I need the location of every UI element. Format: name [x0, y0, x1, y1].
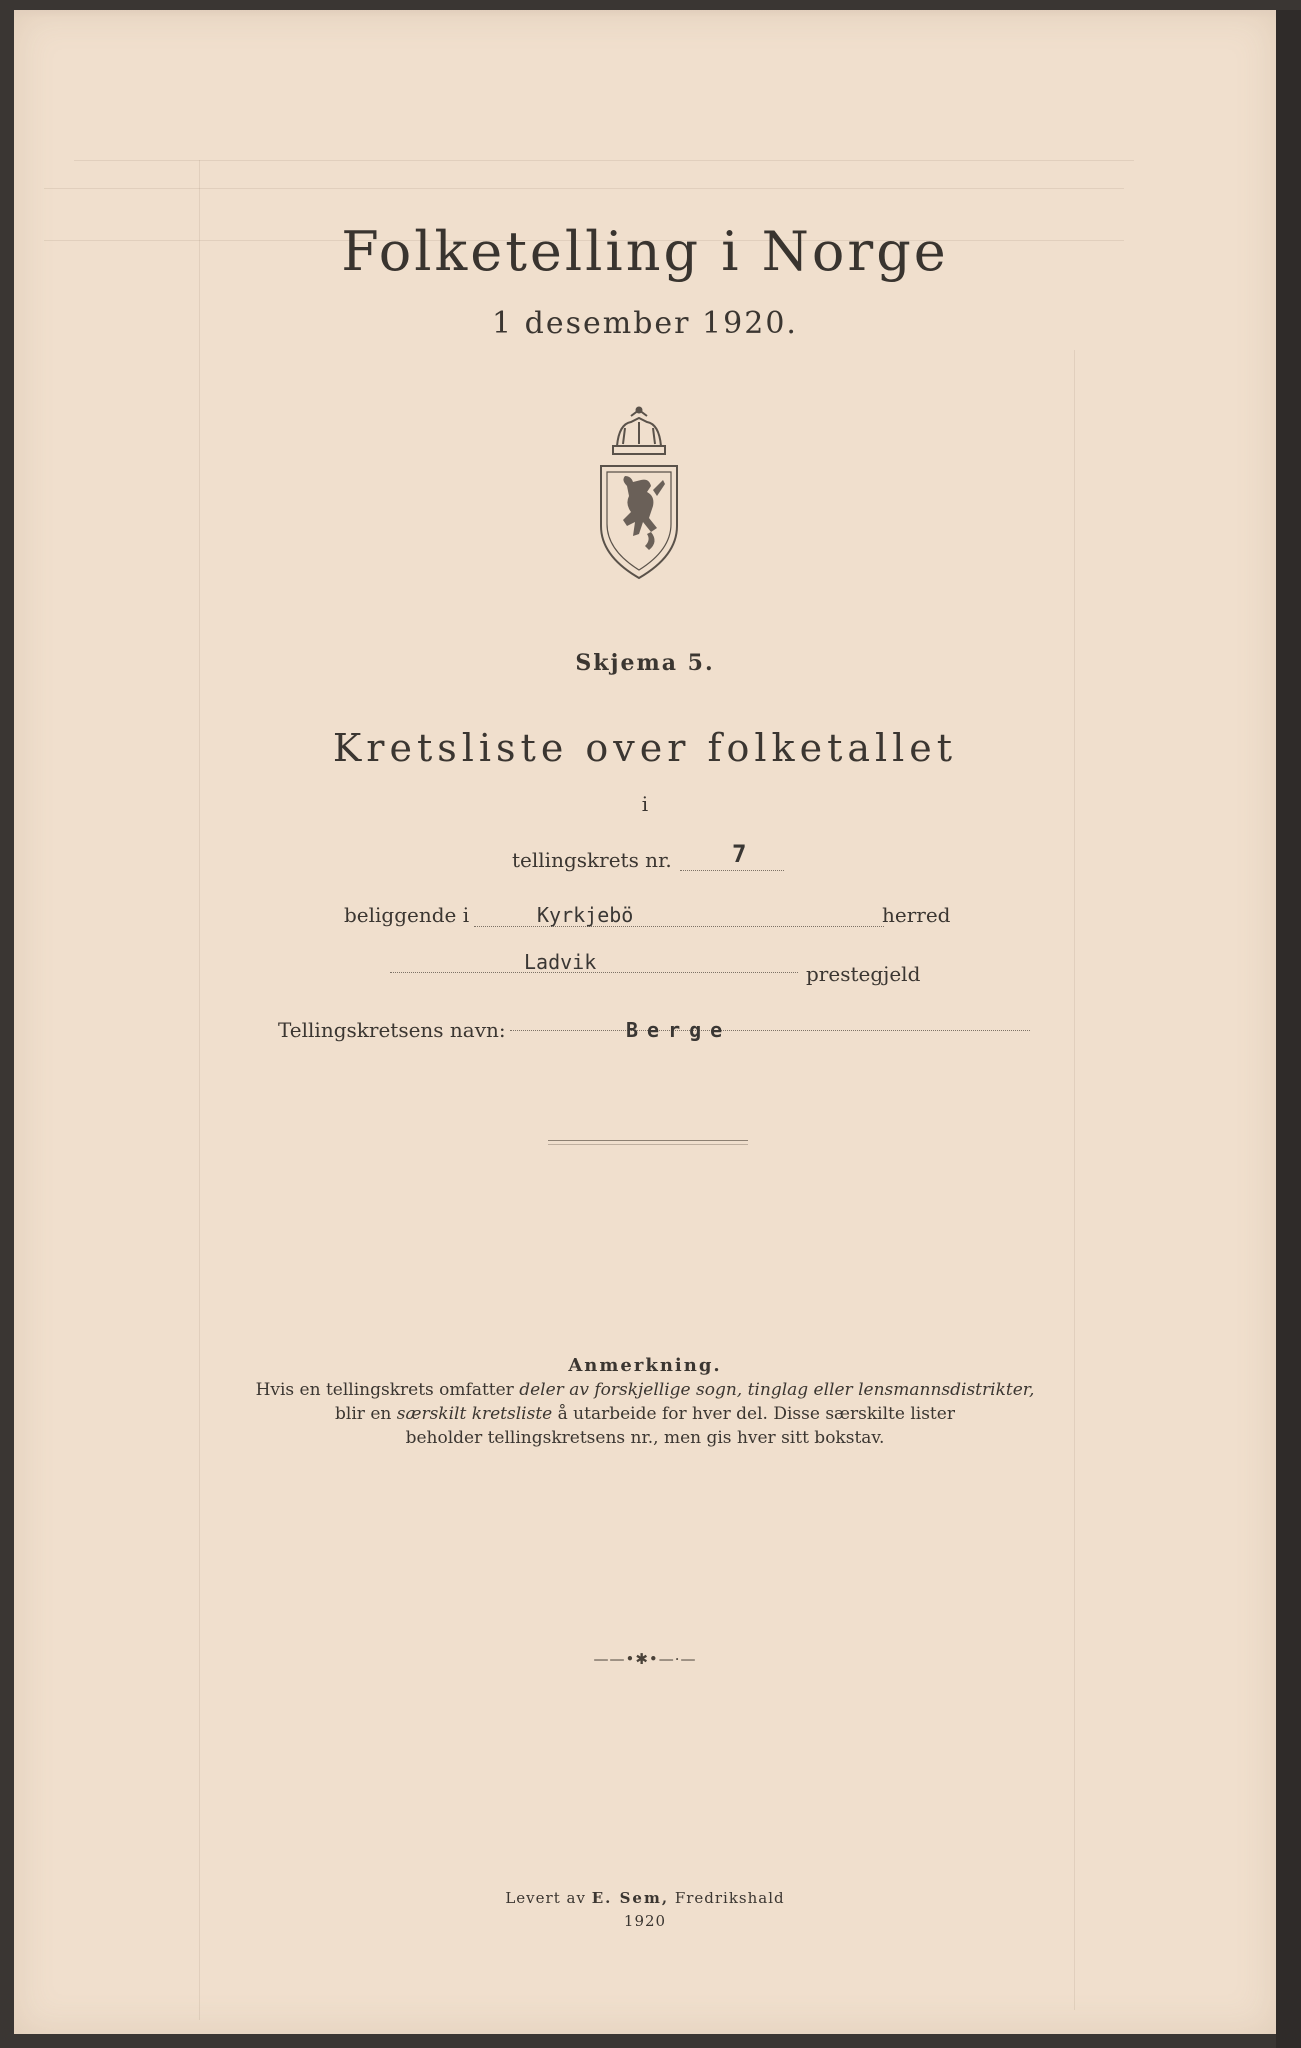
beliggende-label: beliggende i [344, 903, 470, 927]
printer-credit [14, 1889, 1276, 1907]
note-heading: Anmerkning. [568, 1355, 722, 1376]
print-year: 1920 [623, 1912, 667, 1930]
note-line-1 [14, 1378, 1276, 1402]
prestegjeld-label: prestegjeld [806, 962, 921, 986]
printer-prefix: Levert av [505, 1889, 592, 1907]
form-heading: Kretsliste over folketallet [332, 726, 958, 770]
printer-place: Fredrikshald [669, 1889, 785, 1907]
heading-conjunction: i [641, 792, 649, 816]
census-date: 1 desember 1920. [492, 306, 798, 341]
coat-of-arms-icon [591, 406, 687, 582]
census-form-page [14, 10, 1276, 2034]
herred-label: herred [882, 903, 951, 927]
herred-value: Kyrkjebö [537, 903, 634, 927]
separator-line [548, 1144, 748, 1145]
bleed-through-line [199, 160, 200, 2020]
krets-number-label: tellingskrets nr. [512, 848, 672, 872]
krets-name-label: Tellingskretsens navn: [278, 1018, 506, 1042]
krets-name-line [510, 1030, 1030, 1031]
note-line-2-rest: å utarbeide for hver del. Disse særskilte lister [552, 1404, 955, 1424]
bleed-through-line [1074, 350, 1075, 2010]
document-title: Folketelling i Norge [341, 220, 949, 283]
krets-number-line [680, 870, 784, 871]
note-line-2-italic: særskilt kretsliste [396, 1404, 553, 1424]
schema-number: Skjema 5. [575, 650, 715, 676]
krets-number-value: 7 [732, 840, 747, 868]
note-line-2 [14, 1402, 1276, 1426]
printer-name: E. Sem, [591, 1889, 670, 1907]
ornament-divider: ——•✱•—·— [593, 1650, 697, 1668]
note-line-1-italic: deler av forskjellige sogn, tinglag eller lensmannsdistrikter, [519, 1380, 1035, 1400]
bleed-through-line [74, 160, 1134, 161]
herred-line [474, 926, 884, 927]
prestegjeld-value: Ladvik [524, 950, 597, 974]
note-line-2-text: blir en [335, 1404, 397, 1424]
scan-edge [1276, 10, 1301, 2048]
note-line-3: beholder tellingskretsens nr., men gis hver sitt bokstav. [405, 1428, 885, 1448]
bleed-through-line [44, 188, 1124, 189]
separator-line [548, 1140, 748, 1141]
note-line-1-text: Hvis en tellingskrets omfatter [255, 1380, 520, 1400]
krets-name-value: Berge [626, 1018, 732, 1042]
